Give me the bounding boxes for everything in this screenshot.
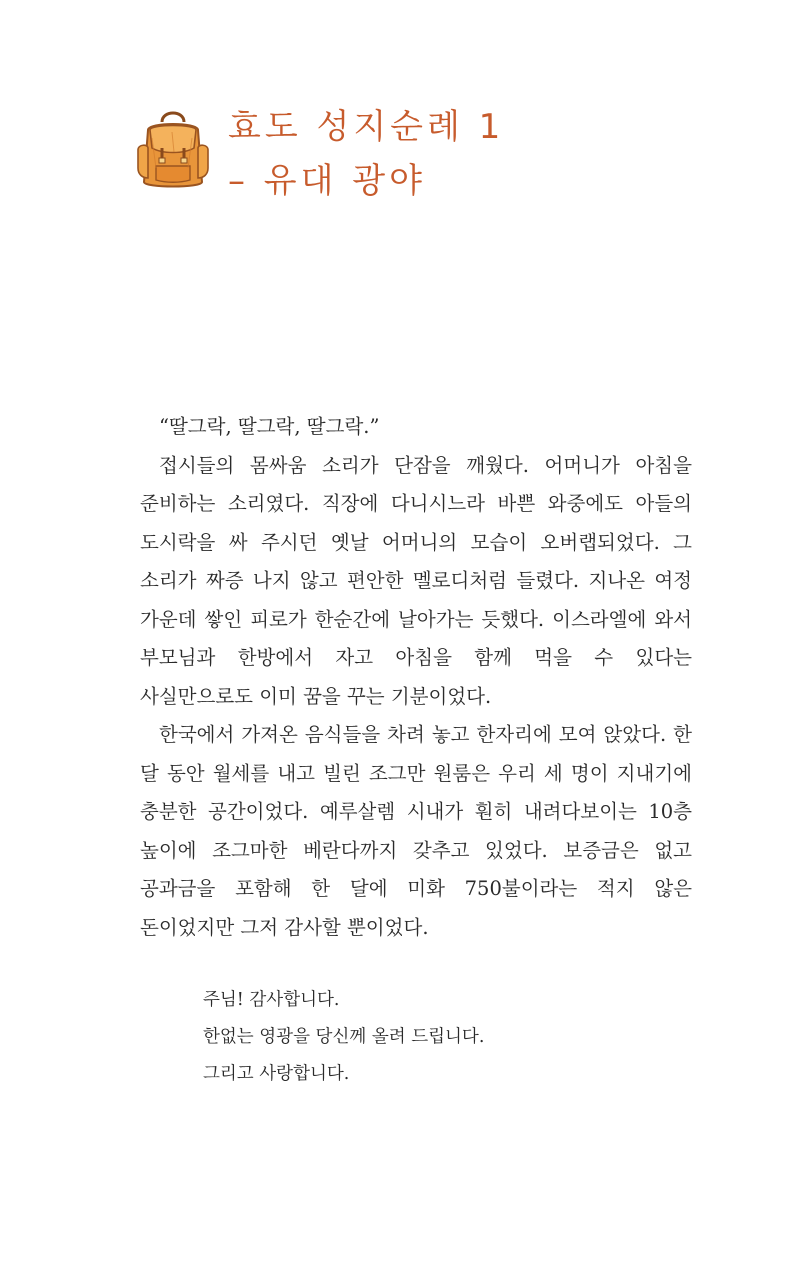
- chapter-title: [228, 100, 504, 208]
- chapter-title-line-2: – 유대 광야: [228, 161, 426, 201]
- prayer-line: 주님! 감사합니다.: [203, 990, 340, 1010]
- opening-quote: “딸그락, 딸그락, 딸그락.”: [159, 415, 380, 438]
- backpack-icon: [132, 108, 214, 192]
- body-text: [140, 408, 692, 947]
- chapter-title-line-1: 효도 성지순례 1: [228, 107, 505, 147]
- chapter-header: [132, 100, 652, 210]
- prayer-line: 한없는 영광을 당신께 올려 드립니다.: [203, 1027, 485, 1047]
- prayer-block: [203, 982, 663, 1093]
- prayer-line: 그리고 사랑합니다.: [203, 1064, 350, 1084]
- paragraph: 접시들의 몸싸움 소리가 단잠을 깨웠다. 어머니가 아침을 준비하는 소리였다. 직장에 다니시느라 바쁜 와중에도 아들의 도시락을 싸 주시던 옛날 어머니의 모습이 오버랩되었다. 그 소리가 짜증 나지 않고 편안한 멜로디처럼 들렸다. 지나온 여정 가운데 쌓인 피로가 한순간에 날아가는 듯했다. 이스라엘에 와서 부모님과 한방에서 자고 아침을 함께 먹을 수 있다는 사실만으로도 이미 꿈을 꾸는 기분이었다.: [140, 453, 692, 708]
- paragraph: 한국에서 가져온 음식들을 차려 놓고 한자리에 모여 앉았다. 한 달 동안 월세를 내고 빌린 조그만 원룸은 우리 세 명이 지내기에 충분한 공간이었다. 예루살렘 시내가 훤히 내려다보이는 10층 높이에 조그마한 베란다까지 갖추고 있었다. 보증금은 없고 공과금을 포함해 한 달에 미화 750불이라는 적지 않은 돈이었지만 그저 감사할 뿐이었다.: [140, 723, 692, 939]
